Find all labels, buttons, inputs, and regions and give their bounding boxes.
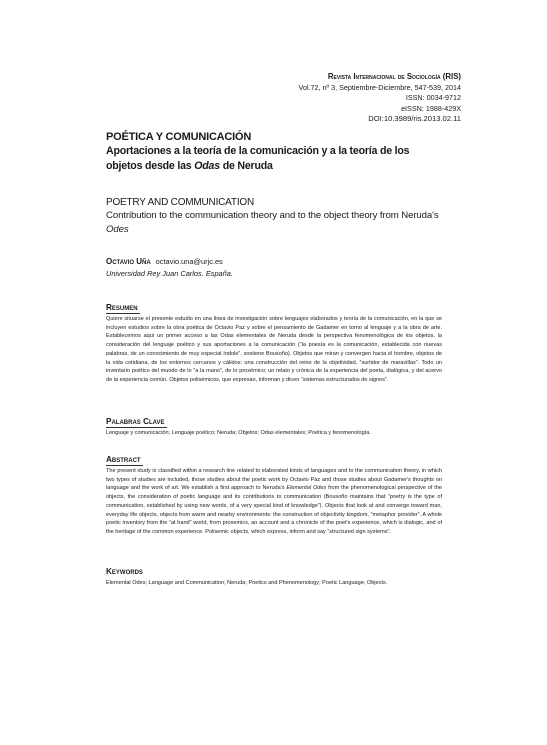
keywords-section — [106, 561, 442, 588]
title-es-sub-end: de Neruda — [219, 160, 273, 172]
keywords-text: Elemental Odes; Language and Communication; Neruda; Poetics and Phenomenology; Poetic Language; Objects. — [106, 580, 388, 586]
title-es-subtitle — [106, 144, 442, 174]
title-en-sub-italic: Odes — [106, 224, 129, 235]
title-en-sub-text: Contribution to the communication theory and to the object theory from Neruda's — [106, 210, 439, 221]
title-english — [106, 196, 442, 237]
title-en-main: POETRY AND COMMUNICATION — [106, 197, 254, 208]
author-line — [106, 256, 442, 268]
abstract-heading: Abstract — [106, 455, 141, 464]
title-es-sub-italic: Odas — [194, 160, 220, 172]
abstract-section — [106, 449, 442, 537]
resumen-heading: Resumen — [106, 303, 138, 312]
journal-eissn: eISSN: 1988-429X — [401, 103, 461, 113]
abstract-text-end: from the phenomenological perspective of the objects, the consideration of poetic language and its contributions to communication (Bousoño maintains that “poetry is the type of communication, established by using new words, of a very special kind of knowledge”). Objects that look at and converge toward man, everyday life objects, objects from warm and nearby environments: the construction of objectivity kingdom, “metaphor provider”. A whole poetic inventory from the “at hand” world, from proxemics, an account and a chronicle of the poet's experience, which is dialogic, and of the heritage of the common experience. Polisemic objects, which express, inform and say “structured sign systems”. — [106, 485, 443, 535]
abstract-text — [106, 467, 442, 537]
title-en-subtitle — [106, 209, 442, 237]
resumen-section — [106, 297, 442, 385]
author-affiliation: Universidad Rey Juan Carlos. España. — [106, 269, 233, 278]
abstract-text-italic: Elemental Odes — [286, 485, 327, 492]
author-block — [106, 256, 442, 280]
author-name: Octavio Uña — [106, 257, 151, 266]
journal-header — [299, 72, 461, 125]
title-es-sub-text: Aportaciones a la teoría de la comunicación y a la teoría de los objetos desde las — [106, 145, 410, 172]
palabras-clave-heading: Palabras Clave — [106, 417, 165, 426]
journal-issn: ISSN: 0034-9712 — [405, 93, 461, 102]
author-email[interactable]: octavio.una@urjc.es — [155, 257, 223, 266]
palabras-clave-section — [106, 411, 442, 438]
journal-name: Revista Internacional de Sociología (RIS) — [327, 72, 461, 81]
title-spanish — [106, 130, 442, 174]
journal-doi[interactable]: DOI:10.3989/ris.2013.02.11 — [368, 114, 461, 123]
resumen-text: Quiere situarse el presente estudio en una línea de investigación sobre lenguajes elaborados y teoría de la comunicación, en la que se incluyen estudios sobre la obra poética de Octavio Paz y sobre el pensamiento de Gadamer en torno al lenguaje y a la obra de arte. Establecemos aquí un primer acceso a las Odas elementales de Neruda desde la perspectiva fenomenológica de los objetos, la consideración del lenguaje poético y sus aportaciones a la comunicación (“la poesía es la comunicación, establecida con nuevas palabras, de un conocimiento de muy especial índole”, sostiene Bousoño). Objetos que miran y convergen hacia el hombre, objetos de la vida cotidiana, de los entornos cercanos y cálidos: una construcción del reino de la objetividad, “surtidor de maravillas”. Todo un inventario poético del mundo de lo “a la mano”, de lo proxémico; un relato y crónica de la experiencia del poeta, dialógica, y del acervo de la experiencia común. Objetos polisémicos, que expresan, informan y dicen “sistemas estructurados de signos”. — [106, 316, 442, 383]
title-es-main: POÉTICA Y COMUNICACIÓN — [106, 131, 252, 143]
palabras-clave-text: Lenguaje y comunicación; Lenguaje poético; Neruda; Objetos; Odas elementales; Poética y fenomenología. — [106, 430, 371, 436]
journal-volume: Vol.72, nº 3, Septiembre-Diciembre, 547-539, 2014 — [298, 82, 461, 92]
keywords-heading: Keywords — [106, 567, 143, 576]
abstract-text-start: The present study is classified within a research line related to elaborated kinds of languages and to the communication theory, in which two types of studies are included, those studies about the poetic work by Octavio Paz and those studies about Gadamer's thoughts on language and the work of art. We establish a first approach to Neruda's — [106, 468, 442, 492]
